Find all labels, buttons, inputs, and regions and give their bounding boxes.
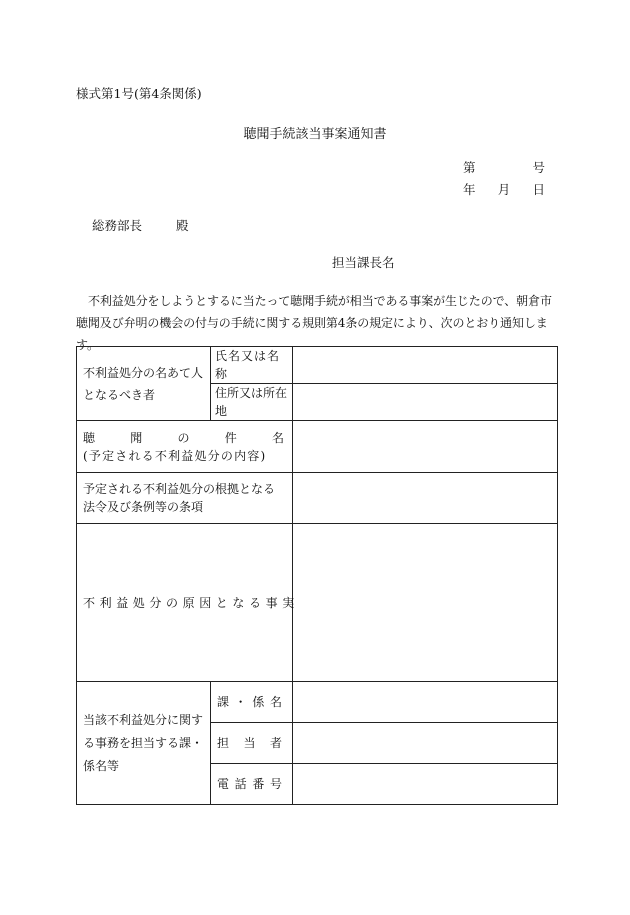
hearing-field[interactable] xyxy=(293,421,558,473)
table-row-facts xyxy=(77,524,558,682)
basis-label: 予定される不利益処分の根拠となる法令及び条例等の条項 xyxy=(77,473,293,524)
hearing-char: 名 xyxy=(271,430,284,445)
name-label: 氏名又は名称 xyxy=(211,347,293,384)
hearing-char: 聴 xyxy=(83,430,96,445)
number-prefix: 第 xyxy=(463,160,476,175)
section-label xyxy=(211,682,293,723)
table-row-basis xyxy=(77,473,558,524)
phone-char: 話 xyxy=(234,777,247,791)
form-number: 様式第1号(第4条関係) xyxy=(76,86,202,101)
hearing-char: 聞 xyxy=(130,430,143,445)
person-field[interactable] xyxy=(293,723,558,764)
hearing-sub-label: (予定される不利益処分の内容) xyxy=(83,448,267,463)
section-char: 係 xyxy=(252,695,265,709)
sender-name: 担当課長名 xyxy=(332,255,395,270)
hearing-char: 件 xyxy=(224,430,237,445)
document-date-row xyxy=(463,180,545,198)
person-char: 担 xyxy=(217,736,230,750)
section-char: ・ xyxy=(234,695,247,709)
phone-char: 番 xyxy=(252,777,265,791)
number-suffix: 号 xyxy=(532,160,545,175)
document-title: 聴聞手続該当事案通知書 xyxy=(243,127,387,142)
recipient-label: 不利益処分の名あて人となるべき者 xyxy=(77,347,211,421)
name-field[interactable] xyxy=(293,347,558,384)
facts-label: 不利益処分の原因となる事実 xyxy=(77,524,293,682)
document-number-row xyxy=(463,158,545,176)
body-text: 不利益処分をしようとするに当たって聴聞手続が相当である事案が生じたので、朝倉市聴聞及び弁明の機会の付与の手続に関する規則第4条の規定により、次のとおり通知します。 xyxy=(76,294,552,352)
date-month: 月 xyxy=(497,182,511,197)
hearing-label xyxy=(77,421,293,473)
person-label xyxy=(211,723,293,764)
basis-field[interactable] xyxy=(293,473,558,524)
phone-label xyxy=(211,764,293,805)
addressee xyxy=(92,216,189,234)
addressee-honorific: 殿 xyxy=(176,218,189,233)
section-field[interactable] xyxy=(293,682,558,723)
person-char: 当 xyxy=(243,736,256,750)
phone-field[interactable] xyxy=(293,764,558,805)
section-char: 課 xyxy=(217,695,230,709)
date-year: 年 xyxy=(463,182,476,197)
hearing-char: の xyxy=(177,430,190,445)
addressee-name: 総務部長 xyxy=(92,218,143,233)
person-char: 者 xyxy=(269,736,282,750)
date-day: 日 xyxy=(532,182,545,197)
table-row-hearing xyxy=(77,421,558,473)
phone-char: 号 xyxy=(269,777,282,791)
address-label: 住所又は所在地 xyxy=(211,384,293,421)
facts-field[interactable] xyxy=(293,524,558,682)
table-row-section xyxy=(77,682,558,723)
table-row-recipient-name xyxy=(77,347,558,384)
phone-char: 電 xyxy=(217,777,230,791)
notification-form-table xyxy=(76,346,558,805)
dept-label: 当該不利益処分に関する事務を担当する課・係名等 xyxy=(77,682,211,805)
address-field[interactable] xyxy=(293,384,558,421)
section-char: 名 xyxy=(269,695,282,709)
